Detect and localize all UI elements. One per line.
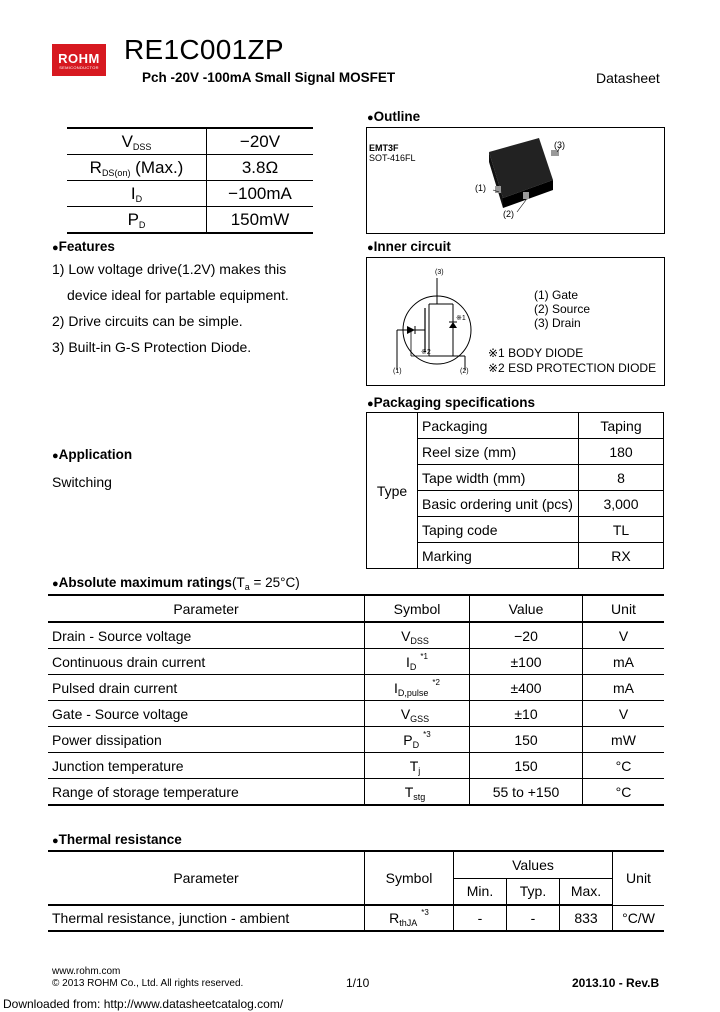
table-row: Range of storage temperature $T_{stg}$ 55 to +150 °C: [48, 779, 664, 806]
part-number: RE1C001ZP: [124, 34, 284, 65]
table-row: Gate - Source voltage $V_{GSS}$ ±10 V: [48, 701, 664, 727]
page-number: 1/10: [346, 976, 370, 990]
table-row: Thermal resistance, junction - ambient $R_{thJA}^{*3}$ - - 833 °C/W: [48, 905, 664, 931]
table-row: Continuous drain current $I_D^{*1}$ ±100 mA: [48, 649, 664, 675]
list-item: (1) Gate: [534, 288, 579, 302]
footer-copyright: © 2013 ROHM Co., Ltd. All rights reserved.: [52, 978, 244, 989]
spec-symbol: P: [127, 209, 139, 229]
bullet-icon: ●: [52, 835, 59, 847]
rohm-logo: [52, 44, 106, 76]
table-row: Reel size (mm) 180: [367, 439, 664, 465]
package-name: EMT3F: [369, 143, 399, 153]
packaging-heading: ●Packaging specifications: [367, 395, 535, 410]
pin3-label: (3): [435, 269, 444, 276]
group-label: Type: [367, 413, 418, 569]
table-header: Parameter Symbol Value Unit: [48, 595, 664, 622]
list-item: ※1 BODY DIODE: [488, 346, 584, 360]
list-item: 3) Built-in G-S Protection Diode.: [52, 339, 252, 355]
doc-type: Datasheet: [596, 70, 660, 86]
spec-symbol: I: [130, 183, 136, 203]
abs-max-heading: ●Absolute maximum $ratings(T_a = 25^\circ C)$: [52, 575, 300, 592]
table-row: Junction temperature $T_j$ 150 °C: [48, 753, 664, 779]
table-row: Pulsed drain current $I_{D,pulse}^{*2}$ ±400 mA: [48, 675, 664, 701]
bullet-icon: ●: [52, 450, 59, 462]
bullet-icon: ●: [52, 578, 59, 590]
footer-url: www.rohm.com: [52, 966, 121, 977]
table-header: Min. Typ. Max.: [48, 878, 664, 905]
abs-max-table: [48, 594, 664, 806]
key-specs-table: [67, 127, 313, 234]
spec-value: −20V: [207, 128, 314, 155]
subtitle: Pch -20V -100mA Small Signal MOSFET: [142, 70, 396, 85]
pin2-label: (2): [460, 368, 469, 375]
bullet-icon: ●: [367, 112, 374, 124]
application-text: Switching: [52, 474, 112, 490]
inner-circuit-box: [366, 257, 665, 386]
pin-list: [534, 288, 590, 330]
list-item: ※2 ESD PROTECTION DIODE: [488, 361, 657, 375]
table-row: Marking RX: [367, 543, 664, 569]
table-row: $R_{DS(on)}$ (Max.) 3.8Ω: [67, 155, 313, 181]
table-row: Tape width (mm) 8: [367, 465, 664, 491]
spec-symbol: R: [89, 157, 102, 177]
logo-sub: SEMICONDUCTOR: [59, 65, 99, 70]
download-link[interactable]: Downloaded from: http://www.datasheetcatalog.com/: [3, 997, 284, 1011]
circuit-notes: [488, 346, 656, 376]
outline-box: [366, 127, 665, 234]
inner-circuit-heading: ●Inner circuit: [367, 239, 451, 254]
bullet-icon: ●: [367, 242, 374, 254]
table-row: $I_D$ −100mA: [67, 181, 313, 207]
list-item: device ideal for partable equipment.: [67, 287, 289, 303]
features-heading: ●Features: [52, 239, 115, 254]
spec-value: 3.8Ω: [207, 155, 314, 181]
note2-label: ※2: [421, 349, 431, 356]
spec-symbol: V: [121, 131, 133, 151]
logo-text: ROHM: [58, 51, 100, 66]
pin3-label: (3): [554, 140, 565, 150]
pin1-label: (1): [475, 183, 486, 193]
table-row: Taping code TL: [367, 517, 664, 543]
list-item: 1) Low voltage drive(1.2V) makes this: [52, 261, 287, 277]
pin1-label: (1): [393, 368, 402, 375]
table-row: $P_D$ 150mW: [67, 207, 313, 234]
features-list: [52, 256, 289, 360]
table-row: Basic ordering unit (pcs) 3,000: [367, 491, 664, 517]
spec-value: −100mA: [207, 181, 314, 207]
revision: 2013.10 - Rev.B: [572, 976, 660, 990]
mosfet-schematic-icon: [385, 270, 485, 380]
spec-value: 150mW: [207, 207, 314, 234]
application-heading: ●Application: [52, 447, 133, 462]
list-item: (3) Drain: [534, 316, 581, 330]
list-item: 2) Drive circuits can be simple.: [52, 313, 243, 329]
table-row: Drain - Source voltage $V_{DSS}$ −20 V: [48, 622, 664, 649]
bullet-icon: ●: [367, 398, 374, 410]
bullet-icon: ●: [52, 242, 59, 254]
pin2-label: (2): [503, 209, 514, 219]
table-row: Type Packaging Taping: [367, 413, 664, 439]
thermal-heading: ●Thermal resistance: [52, 832, 182, 847]
packaging-table: [366, 412, 664, 569]
list-item: (2) Source: [534, 302, 591, 316]
outline-heading: ●Outline: [367, 109, 421, 124]
note1-label: ※1: [456, 315, 466, 322]
thermal-table: [48, 850, 664, 932]
table-row: $V_{DSS}$ −20V: [67, 128, 313, 155]
package-alt-name: SOT-416FL: [369, 153, 416, 163]
table-header: Parameter Symbol Values Unit: [48, 851, 664, 878]
table-row: Power dissipation $P_D^{*3}$ 150 mW: [48, 727, 664, 753]
